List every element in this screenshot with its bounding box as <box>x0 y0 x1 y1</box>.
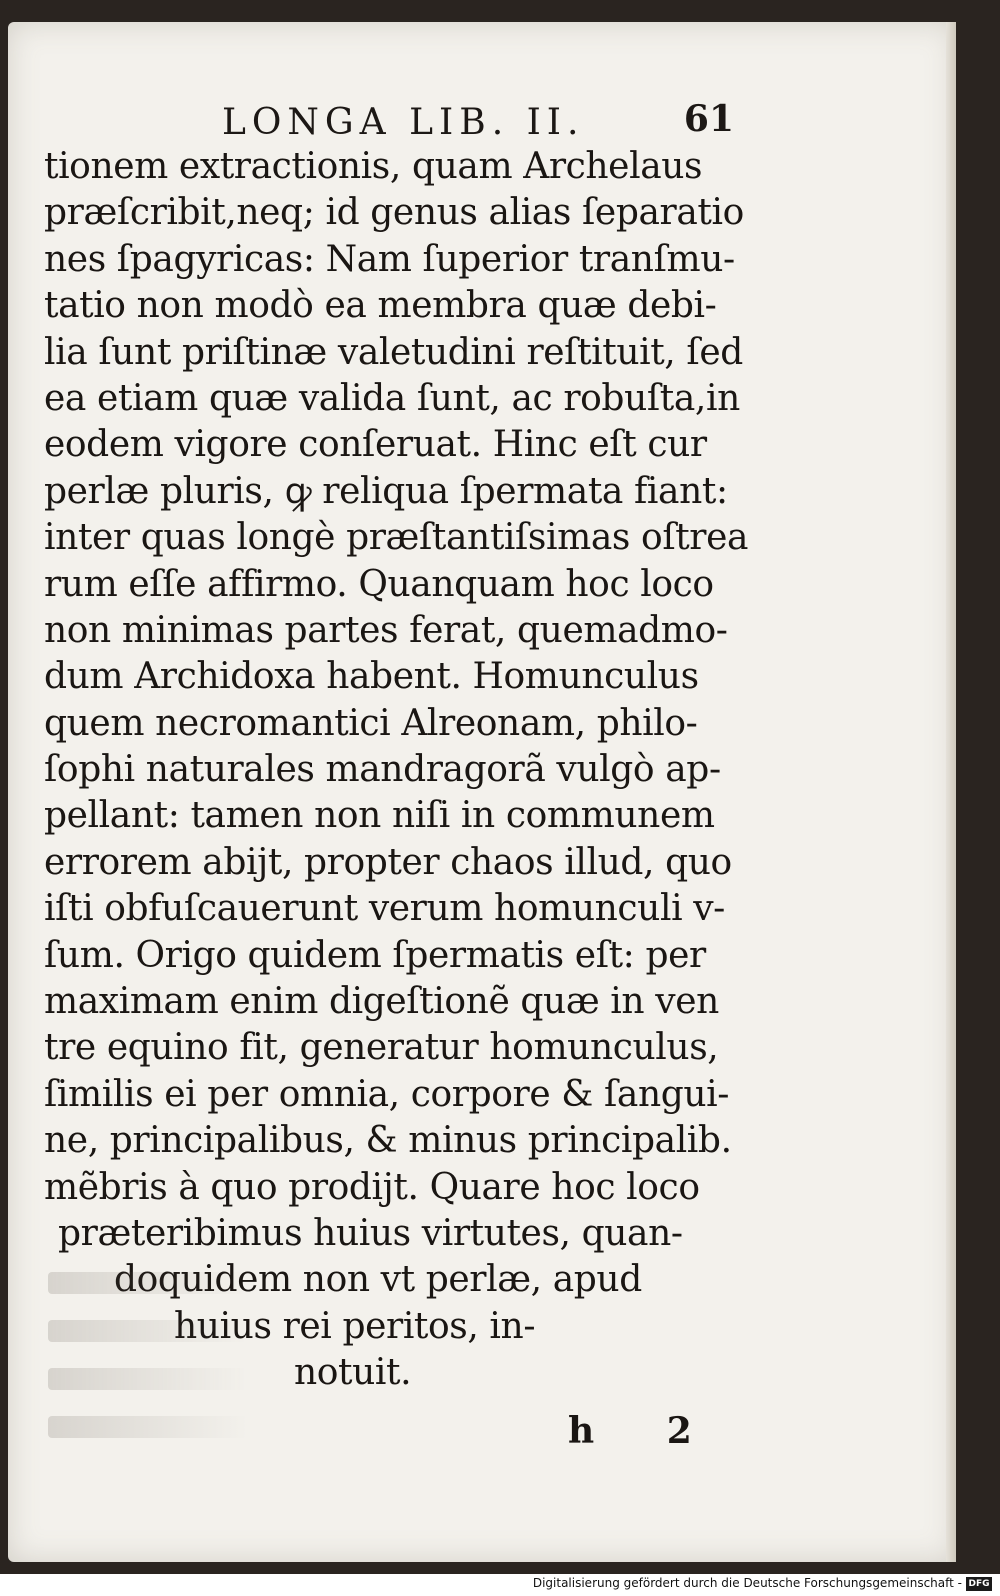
text-line: ne, principalibus, & minus principalib. <box>44 1120 732 1162</box>
signature-mark: h 2 <box>568 1410 722 1452</box>
text-line: ſimilis ei per omnia, corpore & ſangui- <box>44 1073 730 1115</box>
running-head: LONGA LIB. II. <box>222 102 585 143</box>
text-line: tionem extractionis, quam Archelaus <box>44 146 703 187</box>
text-line: inter quas longè præſtantiſsimas oſtrea <box>44 517 749 559</box>
text-line: rum eſſe affirmo. Quanquam hoc loco <box>44 563 714 605</box>
text-line: huius rei peritos, in- <box>174 1305 536 1347</box>
text-line: ſophi naturales mandragorã vulgò ap- <box>44 749 721 791</box>
show-through-ink <box>48 1272 248 1472</box>
page-header <box>198 92 758 152</box>
dfg-logo: DFG <box>966 1577 992 1591</box>
text-line: quem necromantici Alreonam, philo- <box>44 702 698 744</box>
book-page <box>8 22 956 1562</box>
footer-bar <box>0 1574 1000 1596</box>
body-text <box>44 144 749 1397</box>
text-line: notuit. <box>294 1352 412 1394</box>
text-line: mẽbris à quo prodijt. Quare hoc loco <box>44 1166 700 1208</box>
text-line: errorem abijt, propter chaos illud, quo <box>44 841 732 883</box>
text-line: dum Archidoxa habent. Homunculus <box>44 656 699 698</box>
text-line: pellant: tamen non niſi in communem <box>44 795 715 837</box>
text-line: lia ſunt priſtinæ valetudini reſtituit, ſed <box>44 331 743 373</box>
text-line: ea etiam quæ valida ſunt, ac robuſta,in <box>44 377 740 419</box>
text-line: non minimas partes ferat, quemadmo- <box>44 609 728 651</box>
text-line: ſum. Origo quidem ſpermatis eſt: per <box>44 934 706 976</box>
page-edge <box>946 22 956 1562</box>
text-line: præſcribit,neq; id genus alias ſeparatio <box>44 192 744 234</box>
text-line: nes ſpagyricas: Nam ſuperior tranſmu- <box>44 238 735 280</box>
text-line: doquidem non vt perlæ, apud <box>114 1259 642 1301</box>
text-line: maximam enim digeſtionẽ quæ in ven <box>44 981 719 1023</box>
text-line: perlæ pluris, ꝙ reliqua ſpermata fiant: <box>44 470 728 512</box>
text-line: iſti obfuſcauerunt verum homunculi v- <box>44 888 725 930</box>
funding-credit: Digitalisierung gefördert durch die Deutsche Forschungsgemeinschaft - <box>532 1576 962 1590</box>
text-line: tre equino fit, generatur homunculus, <box>44 1027 719 1069</box>
folio-number: 61 <box>683 98 734 140</box>
text-line: tatio non modò ea membra quæ debi- <box>44 285 717 327</box>
text-line: præteribimus huius virtutes, quan- <box>58 1212 683 1254</box>
text-line: eodem vigore conſeruat. Hinc eſt cur <box>44 424 707 466</box>
